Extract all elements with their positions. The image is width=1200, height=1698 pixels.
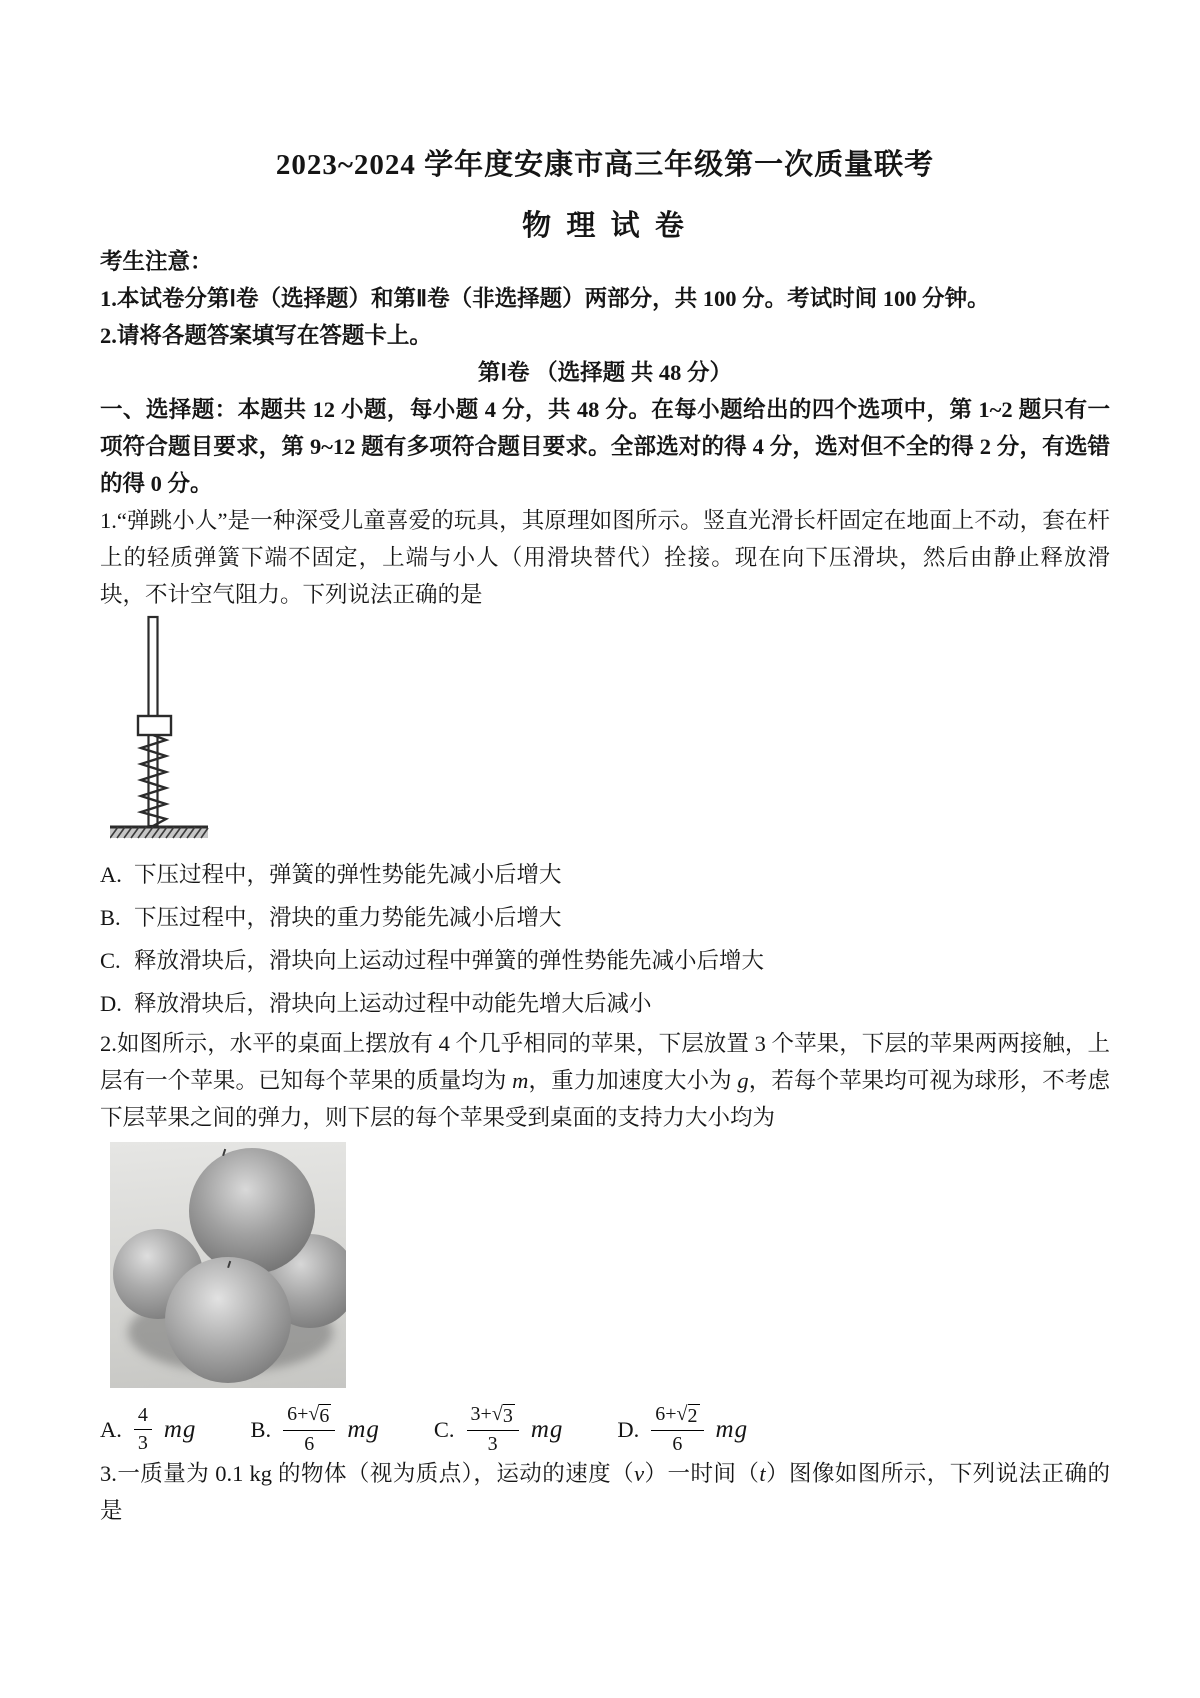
notice-item-1: 1.本试卷分第Ⅰ卷（选择题）和第Ⅱ卷（非选择题）两部分，共 100 分。考试时间 100 分钟。: [100, 286, 990, 311]
q1-option-c: [100, 939, 1110, 982]
spring-toy-diagram: [110, 615, 222, 841]
q2-option-d-label: D.: [617, 1416, 640, 1442]
q1-option-a-label: A.: [100, 862, 122, 887]
slider-block: [138, 716, 171, 735]
q2-a-numerator: 4: [137, 1404, 148, 1426]
question-2-options: [100, 1404, 1110, 1455]
exam-subtitle: 物 理 试 卷: [522, 210, 688, 242]
q2-option-d: [617, 1404, 748, 1455]
q1-option-a: [100, 853, 1110, 896]
q2-b-radicand: 6: [319, 1405, 330, 1427]
q2-text-part2: ，重力加速度大小为: [528, 1068, 738, 1093]
q2-d-radicand: 2: [687, 1405, 698, 1427]
q1-option-d-text: 释放滑块后，滑块向上运动过程中动能先增大后减小: [134, 991, 652, 1016]
square-root: [492, 1404, 515, 1427]
ground: [110, 827, 208, 838]
figure-spring-toy: [110, 615, 222, 841]
q2-b-coefficient: mg: [347, 1415, 380, 1443]
exam-title: 2023~2024 学年度安康市高三年级第一次质量联考: [275, 149, 935, 181]
square-root: [308, 1404, 331, 1427]
apple-bottom-front: [165, 1257, 291, 1383]
q2-b-numerator-prefix: 6+: [287, 1403, 309, 1425]
q2-c-radicand: 3: [502, 1405, 513, 1427]
fraction: [134, 1405, 152, 1454]
notice-heading: 考生注意：: [100, 249, 213, 274]
radical-sign-icon: √: [491, 1403, 503, 1425]
fraction: [651, 1404, 703, 1455]
q2-option-a: [100, 1405, 196, 1454]
radical-sign-icon: √: [676, 1403, 688, 1425]
q2-a-denominator: 3: [137, 1432, 148, 1454]
q2-option-b: [250, 1404, 379, 1455]
question-1-options: [100, 853, 1110, 1025]
q1-option-a-text: 下压过程中，弹簧的弹性势能先减小后增大: [134, 862, 562, 887]
q3-text-part2: ）一时间（: [644, 1461, 760, 1486]
q3-var-v: v: [634, 1461, 645, 1486]
fraction: [283, 1404, 335, 1455]
q2-option-b-label: B.: [250, 1416, 272, 1442]
q3-text-part1: 3.一质量为 0.1 kg 的物体（视为质点），运动的速度（: [100, 1461, 635, 1486]
q3-text-part3: ）图像如图所示，下列说法正确的是: [100, 1461, 1110, 1523]
q2-option-a-label: A.: [100, 1416, 122, 1442]
q2-b-denominator: 6: [304, 1433, 315, 1455]
q2-c-denominator: 3: [487, 1433, 498, 1455]
q2-var-g: g: [737, 1068, 749, 1093]
section-1-heading: 第Ⅰ卷 （选择题 共 48 分）: [477, 360, 733, 385]
q2-d-numerator-prefix: 6+: [655, 1403, 677, 1425]
q2-option-c-label: C.: [433, 1416, 455, 1442]
apple-top: [189, 1148, 315, 1274]
q1-option-c-label: C.: [100, 948, 121, 973]
q2-option-c: [434, 1404, 563, 1455]
q2-text-part1: 2.如图所示，水平的桌面上摆放有 4 个几乎相同的苹果，下层放置 3 个苹果，下层的苹果两两接触，上层有一个苹果。已知每个苹果的质量均为: [100, 1031, 1110, 1093]
q3-var-t: t: [759, 1461, 766, 1486]
q1-option-d-label: D.: [100, 991, 122, 1016]
figure-apples-photo: [110, 1142, 346, 1388]
q2-var-m: m: [512, 1068, 529, 1093]
q1-option-c-text: 释放滑块后，滑块向上运动过程中弹簧的弹性势能先减小后增大: [134, 948, 765, 973]
q2-c-coefficient: mg: [530, 1415, 564, 1443]
q1-option-d: [100, 982, 1110, 1025]
notice-item-2: 2.请将各题答案填写在答题卡上。: [100, 323, 432, 348]
q1-option-b-text: 下压过程中，滑块的重力势能先减小后增大: [134, 905, 562, 930]
question-2-text: [100, 1025, 1110, 1136]
question-1-text: 1.“弹跳小人”是一种深受儿童喜爱的玩具，其原理如图所示。竖直光滑长杆固定在地面上不动，套在杆上的轻质弹簧下端不固定，上端与小人（用滑块替代）拴接。现在向下压滑块，然后由静止释放滑块，不计空气阻力。下列说法正确的是: [100, 508, 1110, 607]
q2-c-numerator-prefix: 3+: [470, 1403, 492, 1425]
q2-text-part3: ，若每个苹果均可视为球形，不考虑下层苹果之间的弹力，则下层的每个苹果受到桌面的支持力大小均为: [100, 1068, 1110, 1130]
multiple-choice-instructions: 一、选择题：本题共 12 小题，每小题 4 分，共 48 分。在每小题给出的四个选项中，第 1~2 题只有一项符合题目要求，第 9~12 题有多项符合题目要求。全部选对的得 4 分，选对但不全的得 2 分，有选错的得 0 分。: [100, 397, 1110, 496]
square-root: [677, 1404, 700, 1427]
question-3-text: [100, 1455, 1110, 1529]
q2-d-denominator: 6: [672, 1433, 683, 1455]
radical-sign-icon: √: [308, 1403, 320, 1425]
q2-a-coefficient: mg: [163, 1415, 197, 1443]
q1-option-b-label: B.: [100, 905, 121, 930]
fraction: [467, 1404, 519, 1455]
q1-option-b: [100, 896, 1110, 939]
q2-d-coefficient: mg: [715, 1415, 749, 1443]
